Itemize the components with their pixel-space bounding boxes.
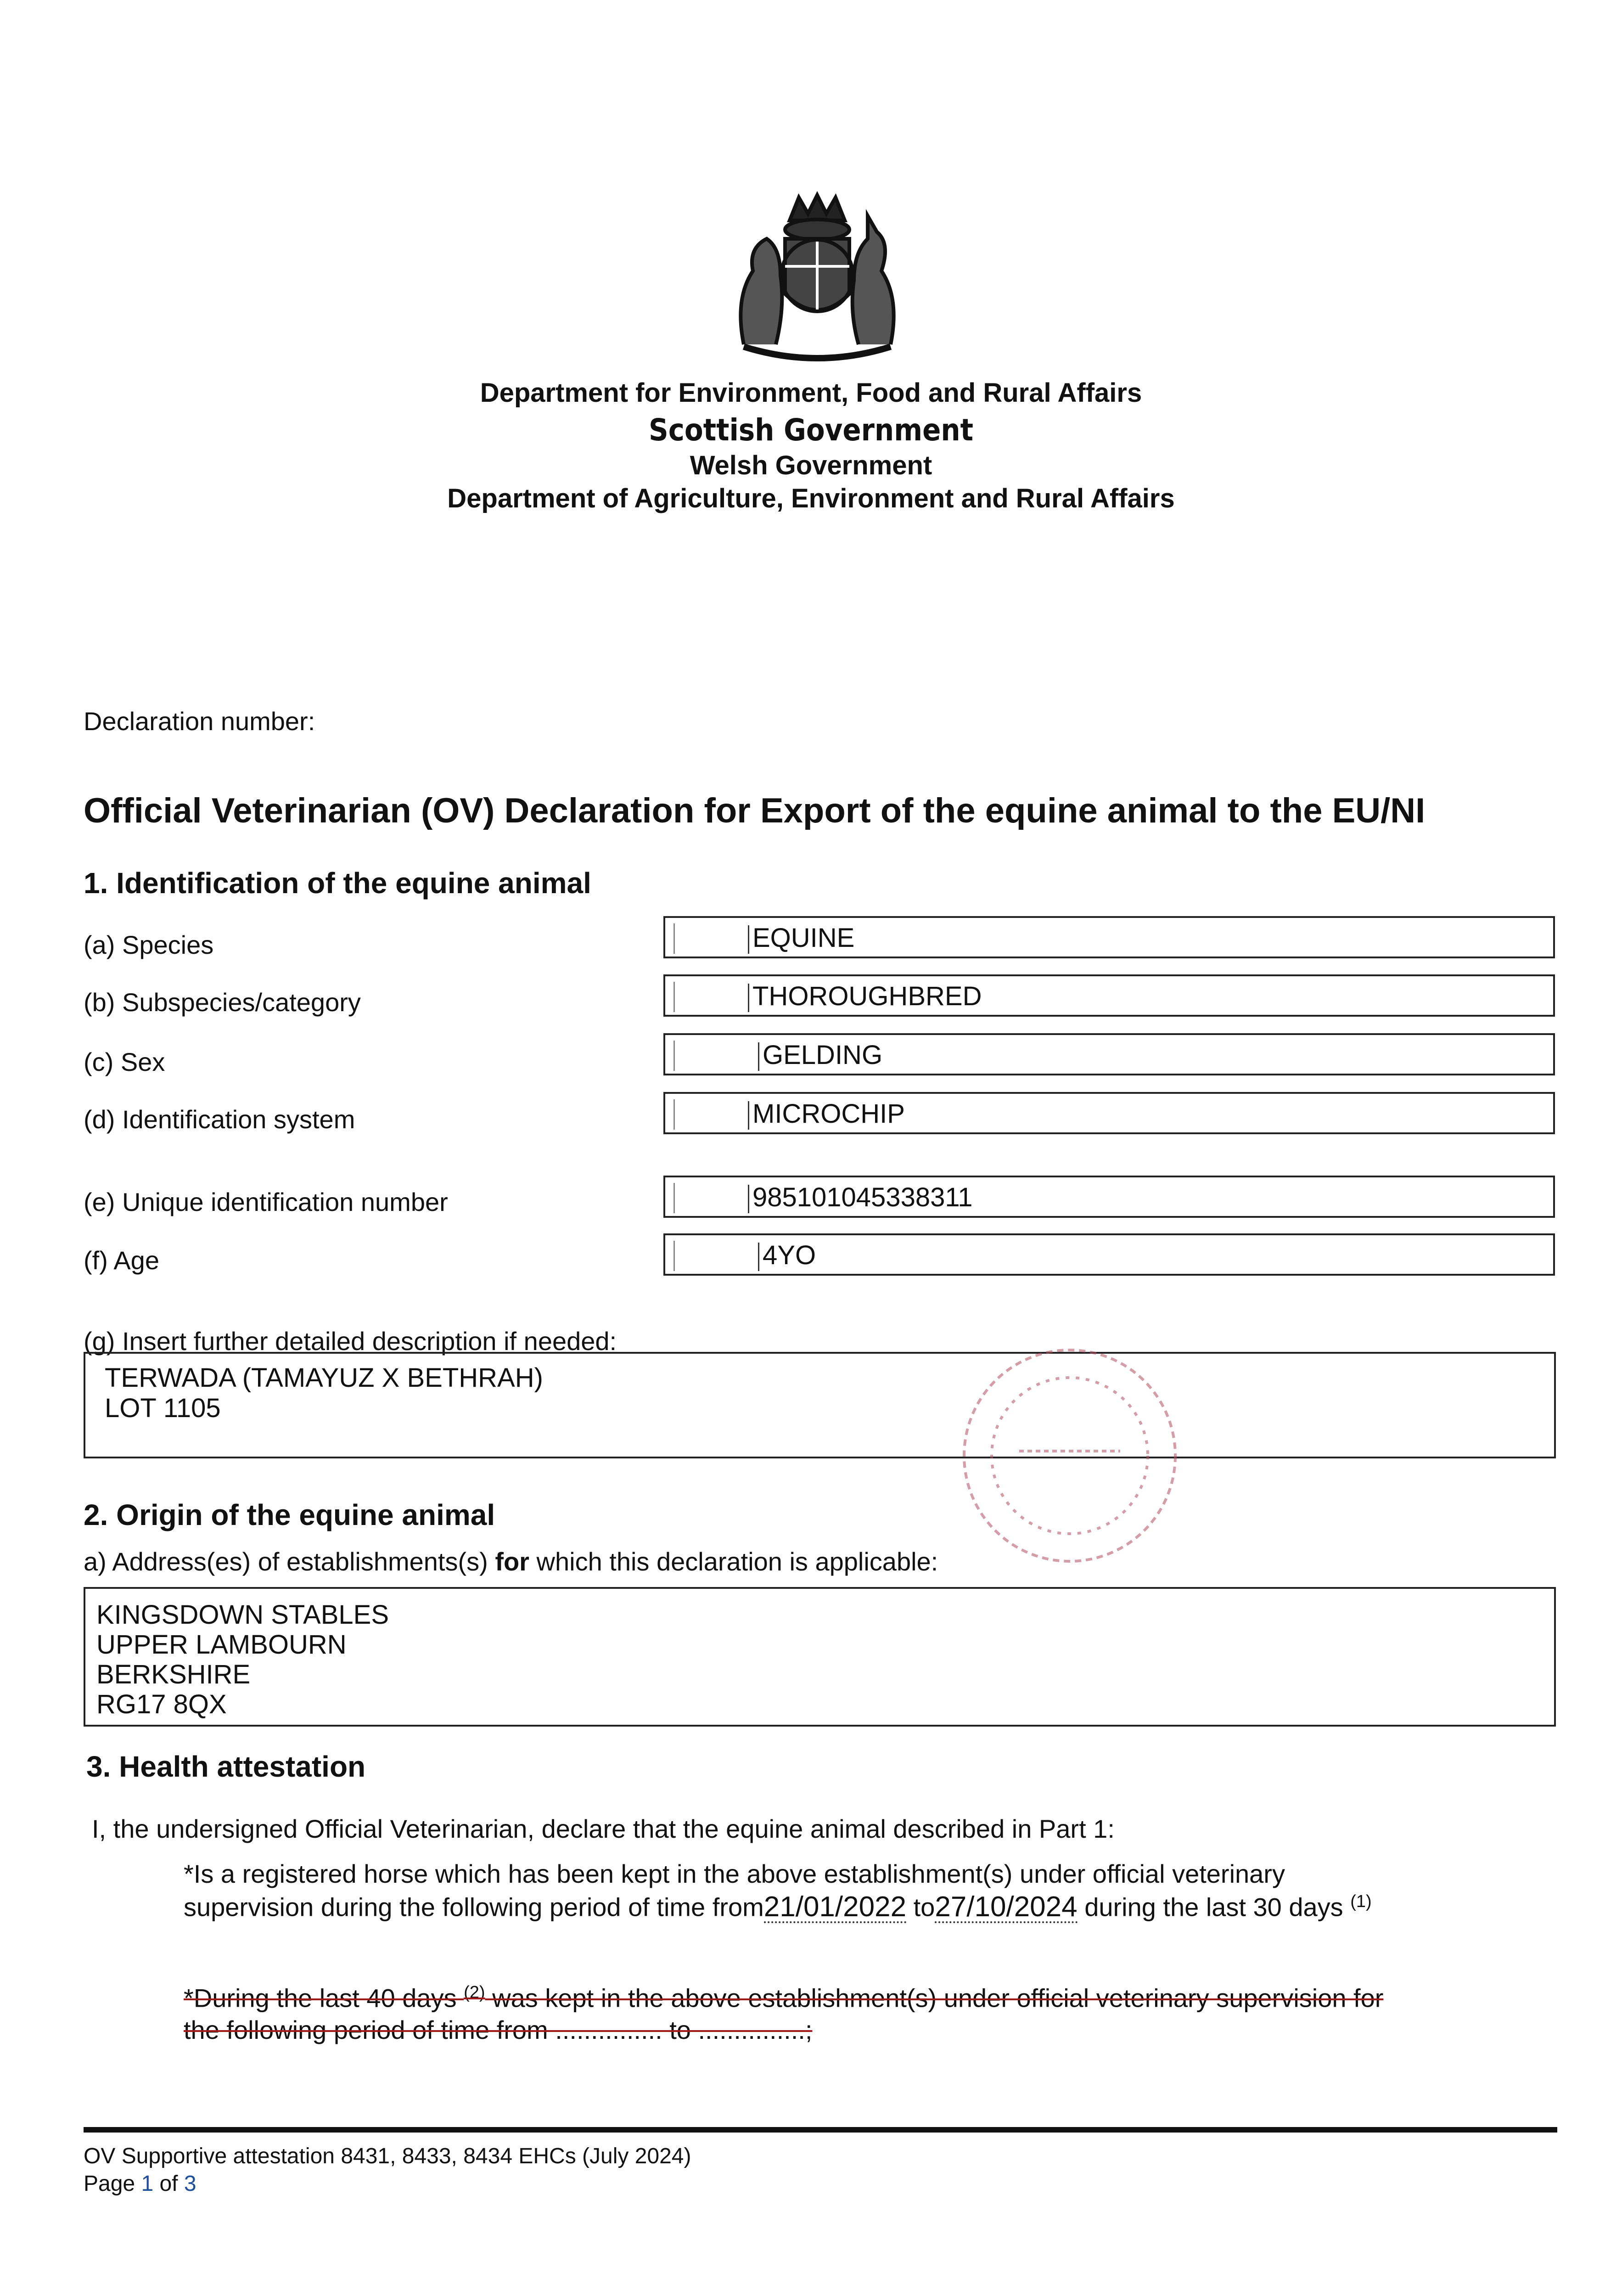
header-daera: Department of Agriculture, Environment and Rural Affairs xyxy=(447,484,1175,513)
page-current: 1 xyxy=(141,2172,154,2196)
section-1-heading: 1. Identification of the equine animal xyxy=(84,867,591,900)
address-intro-post: which this declaration is applicable: xyxy=(529,1547,938,1576)
option-1-post: during the last 30 days xyxy=(1077,1892,1351,1922)
species-value: EQUINE xyxy=(752,923,855,953)
declaration-number-label: Declaration number: xyxy=(84,707,315,736)
subspecies-field xyxy=(663,974,1555,1017)
unique-id-value: 985101045338311 xyxy=(752,1182,973,1212)
subspecies-label: (b) Subspecies/category xyxy=(84,988,361,1017)
option-2-line-1 xyxy=(184,1983,1383,2013)
description-label: (g) Insert further detailed description if needed: xyxy=(84,1327,617,1356)
description-line-2: LOT 1105 xyxy=(105,1393,221,1423)
subspecies-value: THOROUGHBRED xyxy=(752,981,982,1011)
unique-id-label: (e) Unique identification number xyxy=(84,1187,448,1216)
option-2-pre: *During the last 40 days xyxy=(184,1983,464,2013)
header-welsh-government: Welsh Government xyxy=(690,450,932,480)
option-1-line-1: *Is a registered horse which has been kept in the above establishment(s) under official veterinary xyxy=(184,1859,1285,1888)
royal-coat-of-arms-logo xyxy=(716,188,918,372)
footnote-2-ref: (2) xyxy=(464,1983,485,2002)
address-intro-bold: for xyxy=(495,1547,529,1576)
address-line-3: BERKSHIRE xyxy=(96,1660,251,1689)
official-stamp xyxy=(946,1336,1194,1575)
address-line-4: RG17 8QX xyxy=(96,1689,227,1719)
attestation-intro: I, the undersigned Official Veterinarian, declare that the equine animal described in Part 1: xyxy=(92,1814,1115,1843)
species-label: (a) Species xyxy=(84,930,214,959)
footer-rule xyxy=(84,2127,1557,2133)
address-intro xyxy=(84,1547,938,1576)
age-value: 4YO xyxy=(763,1240,816,1270)
option-2-line-2: the following period of time from ............... to ...............; xyxy=(184,2015,813,2044)
unique-id-field xyxy=(663,1176,1555,1218)
page-of: of xyxy=(153,2172,184,2196)
header-scottish-government: Scottish Government xyxy=(648,412,974,448)
date-from: 21/01/2022 xyxy=(763,1891,907,1923)
age-field xyxy=(663,1233,1555,1276)
sex-label: (c) Sex xyxy=(84,1047,165,1076)
species-field xyxy=(663,916,1555,958)
page-prefix: Page xyxy=(84,2172,141,2196)
age-label: (f) Age xyxy=(84,1246,159,1275)
section-2-heading: 2. Origin of the equine animal xyxy=(84,1498,495,1531)
option-1-line-2 xyxy=(184,1892,1372,1923)
page-number xyxy=(84,2171,196,2196)
footer-reference: OV Supportive attestation 8431, 8433, 8434 EHCs (July 2024) xyxy=(84,2144,691,2168)
option-1-to: to xyxy=(906,1892,935,1922)
sex-value: GELDING xyxy=(763,1040,883,1070)
sex-field xyxy=(663,1033,1555,1075)
address-intro-pre: a) Address(es) of establishments(s) xyxy=(84,1547,495,1576)
section-3-heading: 3. Health attestation xyxy=(86,1750,366,1783)
document-title: Official Veterinarian (OV) Declaration for Export of the equine animal to the EU/NI xyxy=(84,791,1426,830)
page-total: 3 xyxy=(184,2172,196,2196)
address-box xyxy=(84,1587,1556,1727)
description-line-1: TERWADA (TAMAYUZ X BETHRAH) xyxy=(105,1363,543,1393)
description-box xyxy=(84,1352,1556,1458)
address-line-1: KINGSDOWN STABLES xyxy=(96,1600,389,1630)
footnote-1-ref: (1) xyxy=(1350,1892,1372,1911)
id-system-field xyxy=(663,1092,1555,1134)
id-system-value: MICROCHIP xyxy=(752,1099,905,1129)
option-1-pre: supervision during the following period of time from xyxy=(184,1892,764,1922)
option-2-post: was kept in the above establishment(s) under official veterinary supervision for xyxy=(485,1983,1384,2013)
header-defra: Department for Environment, Food and Rural Affairs xyxy=(480,378,1142,408)
id-system-label: (d) Identification system xyxy=(84,1105,355,1134)
address-line-2: UPPER LAMBOURN xyxy=(96,1630,347,1660)
date-to: 27/10/2024 xyxy=(935,1891,1078,1923)
